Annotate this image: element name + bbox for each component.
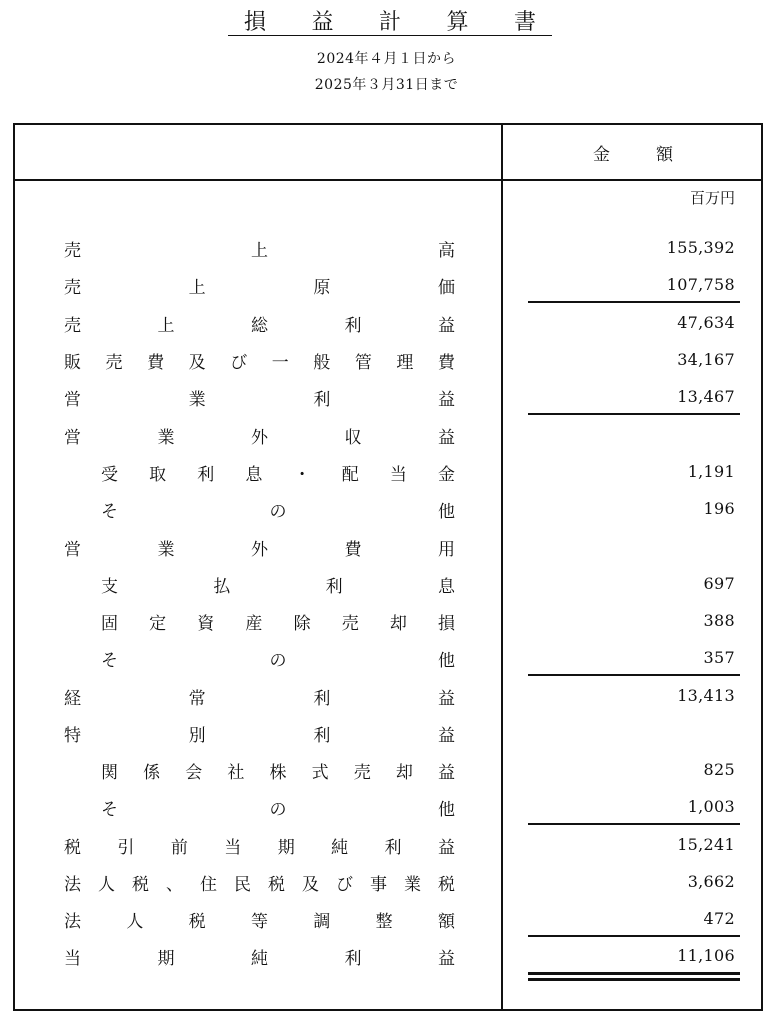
table-row (0, 345, 773, 375)
row-label: 法 人 税 、 住 民 税 及 び 事 業 税 (64, 874, 455, 895)
row-amount: 11,106 (677, 946, 735, 965)
period-to: 2025年３月31日まで (314, 77, 459, 93)
total-double-rule (528, 978, 740, 981)
table-row (0, 382, 773, 412)
row-amount: 357 (703, 648, 735, 667)
table-row (0, 270, 773, 300)
row-amount: 697 (703, 574, 735, 593)
subtotal-rule (528, 935, 740, 937)
row-amount: 34,167 (677, 350, 735, 369)
row-amount: 107,758 (666, 275, 735, 294)
row-amount: 1,191 (687, 462, 735, 481)
row-label: 関 係 会 社 株 式 売 却 益 (101, 762, 455, 783)
row-label: そ の 他 (101, 650, 455, 671)
period-from: 2024年４月１日から (316, 51, 457, 67)
title-char: 損 (244, 10, 267, 35)
statement-title (228, 6, 552, 36)
row-label: そ の 他 (101, 799, 455, 820)
subtotal-rule (528, 823, 740, 825)
row-amount: 1,003 (687, 797, 735, 816)
row-label: そ の 他 (101, 501, 455, 522)
header-divider (13, 179, 763, 181)
table-row (0, 606, 773, 636)
row-label: 営 業 利 益 (64, 389, 455, 410)
table-row (0, 681, 773, 711)
title-char: 算 (446, 10, 469, 35)
row-label: 受 取 利 息 ・ 配 当 金 (101, 464, 455, 485)
table-row (0, 792, 773, 822)
row-amount: 155,392 (666, 238, 735, 257)
row-amount: 13,413 (677, 686, 735, 705)
unit-label: 百万円 (689, 189, 735, 207)
row-amount: 47,634 (677, 313, 735, 332)
table-row (0, 569, 773, 599)
row-label: 法 人 税 等 調 整 額 (64, 911, 455, 932)
row-label: 営 業 外 費 用 (64, 539, 455, 560)
row-label: 売 上 高 (64, 240, 455, 261)
row-label: 営 業 外 収 益 (64, 427, 455, 448)
row-label: 特 別 利 益 (64, 725, 455, 746)
table-row (0, 308, 773, 338)
row-amount: 825 (703, 760, 735, 779)
table-row (0, 457, 773, 487)
amount-column-header (503, 140, 763, 165)
row-amount: 13,467 (677, 387, 735, 406)
title-char: 計 (378, 10, 401, 35)
table-row (0, 233, 773, 263)
title-char: 書 (513, 10, 536, 35)
table-row (0, 755, 773, 785)
amount-header-char: 金 (593, 145, 610, 165)
table-row (0, 718, 773, 748)
subtotal-rule (528, 413, 740, 415)
title-char: 益 (311, 10, 334, 35)
row-label: 経 常 利 益 (64, 688, 455, 709)
row-label: 売 上 原 価 (64, 277, 455, 298)
table-row (0, 494, 773, 524)
subtotal-rule (528, 674, 740, 676)
row-label: 当 期 純 利 益 (64, 948, 455, 969)
table-row (0, 532, 773, 562)
table-row (0, 904, 773, 934)
amount-header-char: 額 (656, 145, 673, 165)
row-label: 販 売 費 及 び 一 般 管 理 費 (64, 352, 455, 373)
row-label: 支 払 利 息 (101, 576, 455, 597)
row-amount: 472 (703, 909, 735, 928)
table-row (0, 420, 773, 450)
table-row (0, 941, 773, 971)
table-row (0, 830, 773, 860)
row-amount: 15,241 (677, 835, 735, 854)
table-row (0, 643, 773, 673)
table-row (0, 867, 773, 897)
row-label: 売 上 総 利 益 (64, 315, 455, 336)
row-amount: 388 (703, 611, 735, 630)
row-amount: 3,662 (687, 872, 735, 891)
subtotal-rule (528, 301, 740, 303)
row-label: 固 定 資 産 除 売 却 損 (101, 613, 455, 634)
row-label: 税 引 前 当 期 純 利 益 (64, 837, 455, 858)
total-double-rule (528, 972, 740, 975)
row-amount: 196 (703, 499, 735, 518)
